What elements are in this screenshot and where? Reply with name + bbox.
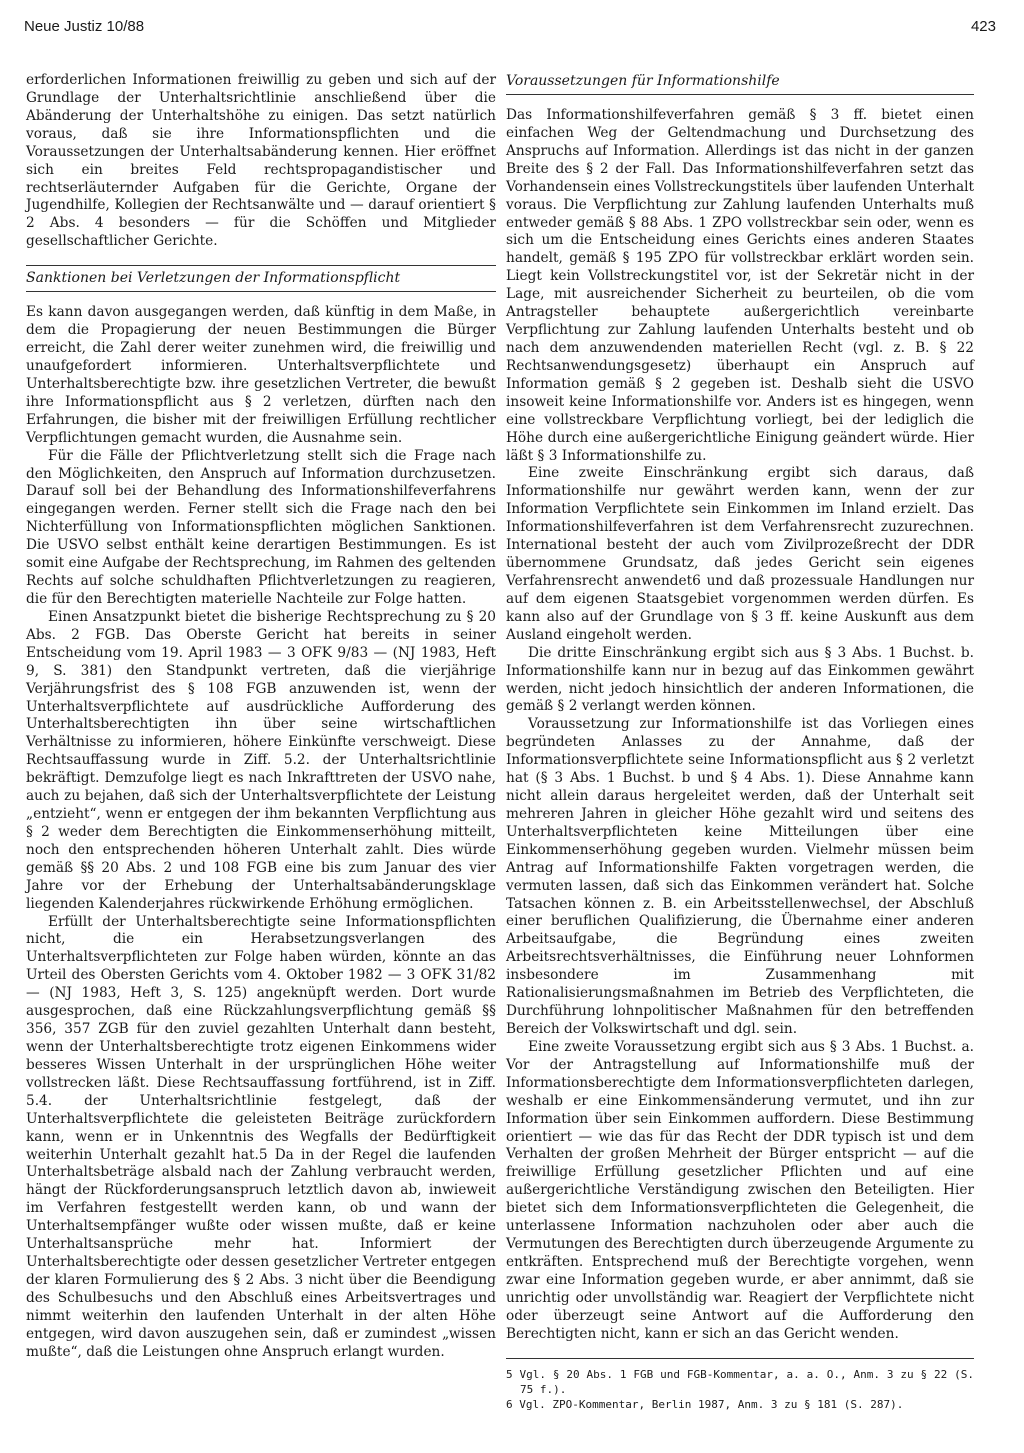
running-head bbox=[24, 16, 996, 40]
footnotes bbox=[506, 1358, 974, 1412]
paragraph: Für die Fälle der Pflichtverletzung stellt sich die Frage nach den Möglichkeiten, den Anspruch auf Information durchzusetzen. Darauf soll bei der Behandlung des Informationshilfeverfahrens eingegangen werden. Ferner stellt sich die Frage nach den bei Nichterfüllung von Informationspflichten möglichen Sanktionen. Die USVO selbst enthält keine derartigen Bestimmungen. Es ist somit eine Aufgabe der Rechtsprechung, im Rahmen des geltenden Rechts auf solche schuldhaften Pflichtverletzungen zu reagieren, die für den Berechtigten materielle Nachteile zur Folge hatten. bbox=[26, 447, 496, 607]
journal-title: Neue Justiz 10/88 bbox=[24, 18, 145, 35]
paragraph: Erfüllt der Unterhaltsberechtigte seine Informationspflichten nicht, die ein Herabsetzungsverlangen des Unterhaltsverpflichteten zur Folge haben würden, könnte an das Urteil des Obersten Gerichts vom 4. Oktober 1982 — 3 OFK 31/82 — (NJ 1983, Heft 3, S. 125) angeknüpft werden. Dort wurde ausgesprochen, daß eine Rückzahlungsverpflichtung gemäß §§ 356, 357 ZGB für den zuviel gezahlten Unterhalt dann besteht, wenn der Unterhaltsberechtigte trotz eigenen Einkommens wider besseres Wissen Unterhalt in der ursprünglichen Höhe weiter vollstrecken läßt. Diese Rechtsauffassung fortführend, ist in Ziff. 5.4. der Unterhaltsrichtlinie festgelegt, daß der Unterhaltsverpflichtete die geleisteten Beiträge zurückfordern kann, wenn er in Unkenntnis des Wegfalls der Bedürftigkeit weiterhin Unterhalt gezahlt hat.5 Da in der Regel die laufenden Unterhaltsbeträge alsbald nach der Zahlung verbraucht werden, hängt der Rückforderungsanspruch letztlich davon ab, inwieweit im Verfahren festgestellt werden kann, ob und wann der Unterhaltsempfänger wußte oder wissen mußte, daß er keine Unterhaltsansprüche mehr hat. Informiert der Unterhaltsberechtigte oder dessen gesetzlicher Vertreter entgegen der klaren Formulierung des § 2 Abs. 3 nicht über die Beendigung des Schulbesuchs und den Abschluß eines Arbeitsvertrages und nimmt weiterhin den laufenden Unterhalt in der alten Höhe entgegen, wird davon auszugehen sein, daß er zumindest „wissen mußte“, daß die Leistungen ohne Anspruch erlangt wurden. bbox=[26, 913, 496, 1360]
paragraph: Eine zweite Voraussetzung ergibt sich aus § 3 Abs. 1 Buchst. a. Vor der Antragstellung auf Informationshilfe muß der Informationsberechtigte dem Informationsverpflichteten darlegen, weshalb er eine Einkommensänderung vermutet, und ihn zur Information über sein Einkommen auffordern. Diese Bestimmung orientiert — wie das für das Recht der DDR typisch ist und dem Verhalten der großen Mehrheit der Bürger entspricht — auf die freiwillige Erfüllung gesetzlicher Pflichten und auf eine außergerichtliche Verständigung zwischen den Beteiligten. Hier bietet sich dem Informationsverpflichteten die Gelegenheit, die unterlassene Information nachzuholen oder aber auch die Vermutungen des Berechtigten durch überzeugende Argumente zu entkräften. Entsprechend muß der Berechtigte vorgehen, wenn zwar eine Information gegeben wurde, er aber annimmt, daß sie unrichtig oder unvollständig war. Reagiert der Verpflichtete nicht oder überzeugt seine Antwort auf die Aufforderung den Berechtigten nicht, kann er sich an das Gericht wenden. bbox=[506, 1038, 974, 1342]
section-heading-sanktionen: Sanktionen bei Verletzungen der Informationspflicht bbox=[26, 265, 496, 292]
paragraph: Eine zweite Einschränkung ergibt sich daraus, daß Informationshilfe nur gewährt werden kann, wenn der zur Information Verpflichtete sein Einkommen im Inland erzielt. Das Informationshilfeverfahren ist dem Verfahrensrecht zuzurechnen. International besteht der auch vom Zivilprozeßrecht der DDR übernommene Grundsatz, daß jedes Gericht sein eigenes Verfahrensrecht anwendet6 und daß prozessuale Handlungen nur auf dem eigenen Staatsgebiet vorgenommen werden dürfen. Es kann also auf der Grundlage von § 3 ff. keine Auskunft aus dem Ausland eingeholt werden. bbox=[506, 465, 974, 643]
right-column bbox=[506, 72, 974, 1412]
paragraph: Voraussetzung zur Informationshilfe ist das Vorliegen eines begründeten Anlasses zu der Annahme, daß der Informationsverpflichtete seine Informationspflicht aus § 2 verletzt hat (§ 3 Abs. 1 Buchst. b und § 4 Abs. 1). Diese Annahme kann nicht allein daraus hergeleitet werden, daß der Unterhalt seit mehreren Jahren in gleicher Höhe gezahlt wird und seitens des Unterhaltsverpflichteten keine Mitteilungen über eine Einkommenserhöhung gegeben wurden. Vielmehr müssen beim Antrag auf Informationshilfe Fakten vorgetragen werden, die vermuten lassen, daß sich das Einkommen verändert hat. Solche Tatsachen können z. B. ein Arbeitsstellenwechsel, der Abschluß einer beruflichen Qualifizierung, die Übernahme einer anderen Arbeitsaufgabe, die Begründung eines zweiten Arbeitsrechtsverhältnisses, die Einführung neuer Lohnformen insbesondere im Zusammenhang mit Rationalisierungsmaßnahmen im Betrieb des Verpflichteten, die Durchführung lohnpolitischer Maßnahmen für den betreffenden Bereich der Volkswirtschaft und dgl. sein. bbox=[506, 716, 974, 1038]
paragraph-intro: erforderlichen Informationen freiwillig zu geben und sich auf der Grundlage der Unterhaltsrichtlinie anschließend über die Abänderung der Unterhaltshöhe zu einigen. Das setzt natürlich voraus, daß sie ihre Informationspflichten und die Voraussetzungen der Unterhaltsabänderung kennen. Hier eröffnet sich ein breites Feld rechtspropagandistischer und rechtserläuternder Aufgaben für die Gerichte, Organe der Jugendhilfe, Kollegien der Rechtsanwälte und — darauf orientiert § 2 Abs. 4 besonders — für die Schöffen und Mitglieder gesellschaftlicher Gerichte. bbox=[26, 72, 496, 250]
paragraph: Einen Ansatzpunkt bietet die bisherige Rechtsprechung zu § 20 Abs. 2 FGB. Das Oberste Gericht hat bereits in seiner Entscheidung vom 19. April 1983 — 3 OFK 9/83 — (NJ 1983, Heft 9, S. 381) den Standpunkt vertreten, daß die vierjährige Verjährungsfrist des § 108 FGB anzuwenden ist, wenn der Unterhaltsverpflichtete auf ausdrückliche Aufforderung des Unterhaltsberechtigten ihn über seine wirtschaftlichen Verhältnisse zu informieren, höhere Einkünfte verschweigt. Diese Rechtsauffassung wurde in Ziff. 5.2. der Unterhaltsrichtlinie bekräftigt. Demzufolge liegt es nach Inkrafttreten der USVO nahe, auch zu bejahen, daß sich der Unterhaltsverpflichtete der Leistung „entzieht“, wenn er entgegen der ihm bekannten Verpflichtung aus § 2 weder dem Berechtigten die Einkommenserhöhung mitteilt, noch den entsprechenden höheren Unterhalt zahlt. Dies würde gemäß §§ 20 Abs. 2 und 108 FGB eine bis zum Januar des vier Jahre vor der Erhebung der Unterhaltsabänderungsklage liegenden Kalenderjahres rückwirkende Erhöhung ermöglichen. bbox=[26, 608, 496, 912]
footnote-6: 6 Vgl. ZPO-Kommentar, Berlin 1987, Anm. 3 zu § 181 (S. 287). bbox=[506, 1397, 904, 1411]
paragraph: Das Informationshilfeverfahren gemäß § 3 ff. bietet einen einfachen Weg der Geltendmachung und Durchsetzung des Anspruchs auf Information. Allerdings ist das nicht in der ganzen Breite des § 2 der Fall. Das Informationshilfeverfahren setzt das Vorhandensein eines Vollstreckungstitels über laufenden Unterhalt voraus. Die Verpflichtung zur Zahlung laufenden Unterhalts muß entweder gemäß § 88 Abs. 1 ZPO vollstreckbar sein oder, wenn es sich um die Entscheidung eines Gerichts eines anderen Staates handelt, gemäß § 195 ZPO für vollstreckbar erklärt worden sein. Liegt kein Vollstreckungstitel vor, ist der Sekretär nicht in der Lage, mit ausreichender Sicherheit zu beurteilen, ob die vom Antragsteller behauptete außergerichtlich vereinbarte Verpflichtung zur Zahlung laufenden Unterhalts besteht und ob nach dem anzuwendenden materiellen Recht (vgl. z. B. § 22 Rechtsanwendungsgesetz) überhaupt ein Anspruch auf Information gemäß § 2 gegeben ist. Deshalb sieht die USVO insoweit keine Informationshilfe vor. Anders ist es hingegen, wenn eine vollstreckbare Verpflichtung vorliegt, bei der lediglich die Höhe durch eine außergerichtliche Einigung geändert würde. Hier läßt § 3 Informationshilfe zu. bbox=[506, 107, 974, 464]
paragraph: Es kann davon ausgegangen werden, daß künftig in dem Maße, in dem die Propagierung der neuen Bestimmungen die Bürger erreicht, die Zahl derer weiter zunehmen wird, die freiwillig und unaufgefordert informieren. Unterhaltsverpflichtete und Unterhaltsberechtigte bzw. ihre gesetzlichen Vertreter, die bewußt ihre Informationspflicht aus § 2 verletzen, dürften nach den Erfahrungen, die bisher mit der freiwilligen Erfüllung rechtlicher Verpflichtungen gemacht wurden, die Ausnahme sein. bbox=[26, 304, 496, 446]
page-number: 423 bbox=[970, 18, 996, 35]
paragraph: Die dritte Einschränkung ergibt sich aus § 3 Abs. 1 Buchst. b. Informationshilfe kann nur in bezug auf das Einkommen gewährt werden, nicht jedoch hinsichtlich der anderen Informationen, die gemäß § 2 verlangt werden können. bbox=[506, 644, 974, 715]
section-heading-voraussetzungen: Voraussetzungen für Informationshilfe bbox=[506, 72, 974, 95]
left-column bbox=[26, 72, 496, 1362]
footnote-5: 5 Vgl. § 20 Abs. 1 FGB und FGB-Kommentar, a. a. O., Anm. 3 zu § 22 (S. 75 f.). bbox=[506, 1367, 974, 1396]
